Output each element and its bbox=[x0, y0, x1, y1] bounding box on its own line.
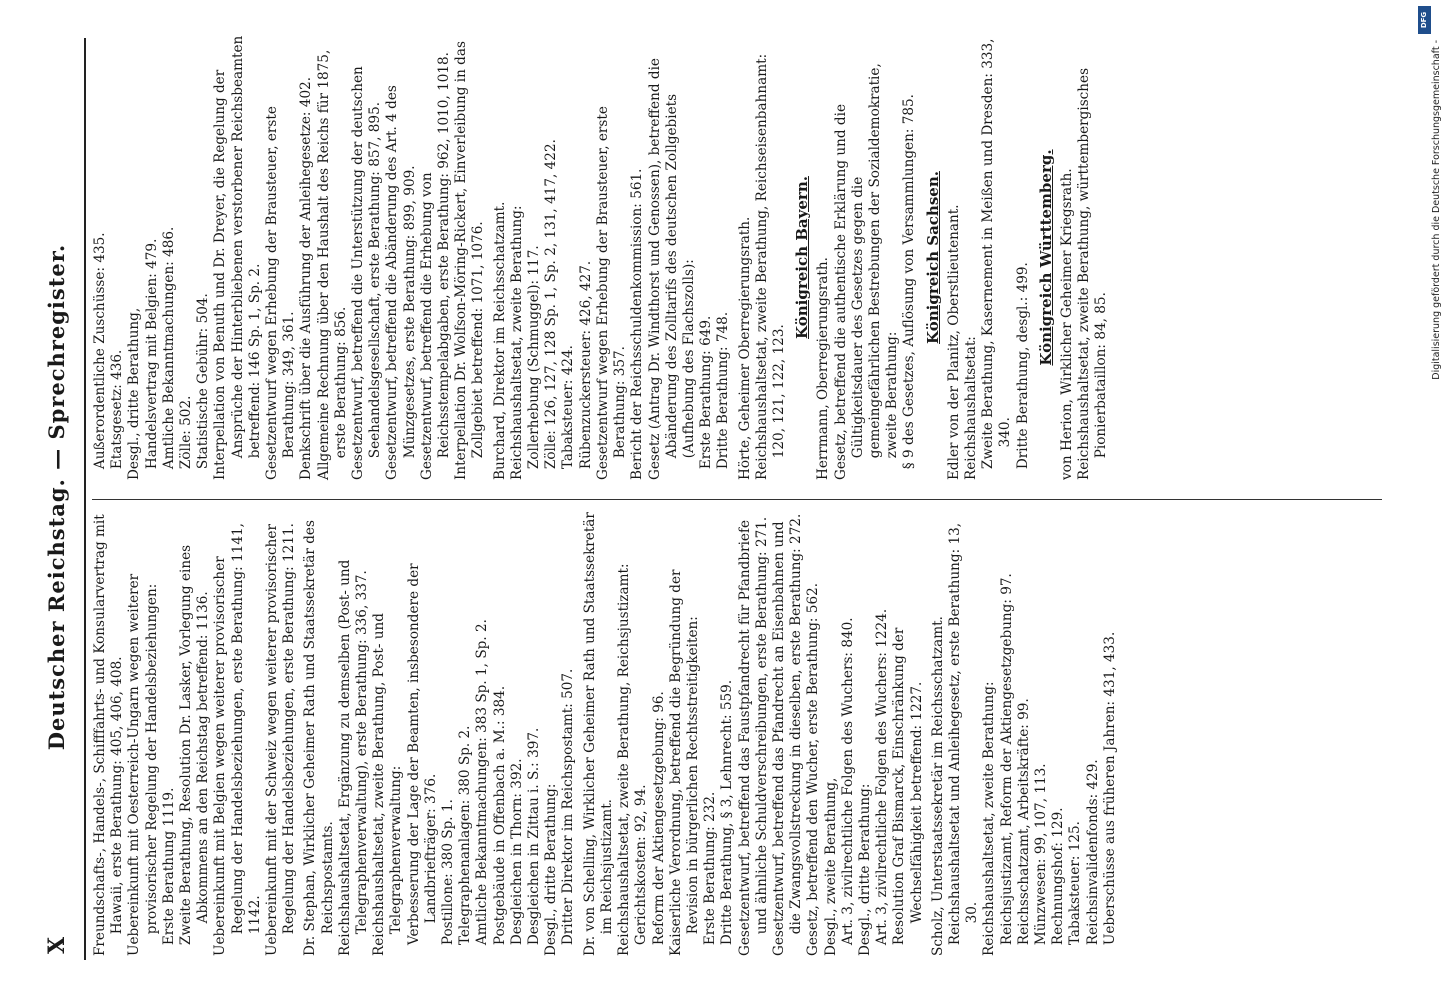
dfg-logo-text: DFG bbox=[1420, 11, 1428, 29]
register-entry: Desgl., dritte Berathung: bbox=[543, 783, 560, 956]
register-entry: Uebereinkunft mit der Schweiz wegen weiterer provisorischer Regelung der Handelsbeziehungen, erste Berathung: 1211. bbox=[264, 523, 298, 956]
register-entry: Zollerhebung (Schmuggel): 117. bbox=[526, 245, 543, 470]
page-header bbox=[36, 40, 76, 954]
register-entry: Reichshaushaltsetat, zweite Berathung, württembergisches Pionierbataillon: 84, 85. bbox=[1076, 67, 1110, 480]
register-entry: Art. 3, zivilrechtliche Folgen des Wuchers: 840. bbox=[839, 617, 856, 946]
register-entry: Zölle: 502. bbox=[178, 395, 195, 470]
register-entry: Dr. von Schelling, Wirklicher Geheimer Rath und Staatssekretär im Reichsjustizamt. bbox=[581, 512, 615, 956]
register-entry: Zölle: 126, 127, 128 Sp. 1, Sp. 2, 131, 417, 422. bbox=[543, 139, 560, 470]
register-entry: Reichshaushaltsetat und Anleihegesetz, erste Berathung: 13, 30. bbox=[946, 522, 981, 946]
register-entry: Zweite Berathung, Resolution Dr. Lasker, Vorlegung eines Abkommens an den Reichstag betreffend: 1136. bbox=[178, 544, 212, 946]
register-entry: Tabaksteuer: 424. bbox=[560, 345, 577, 470]
register-entry: Gesetzentwurf wegen Erhebung der Brausteuer, erste Berathung: 357. bbox=[594, 106, 629, 480]
register-entry: Rechnungshof: 129. bbox=[1050, 807, 1067, 946]
register-entry: Gesetzentwurf, betreffend die Abänderung des Art. 4 des Münzgesetzes, erste Berathung: 899, 909. bbox=[384, 85, 418, 480]
register-entry: Amtliche Bekanntmachungen: 486. bbox=[160, 226, 177, 470]
register-entry: Etatsgesetz: 436. bbox=[109, 349, 126, 470]
register-entry: Reichshaushaltsetat, zweite Berathung: bbox=[508, 205, 525, 480]
register-entry: Reichshaushaltsetat, zweite Berathung, Post- und Telegraphenverwaltung: bbox=[371, 613, 405, 956]
register-entry: Reichsschatzamt, Arbeitskräfte: 99. bbox=[1015, 698, 1032, 946]
register-entry: Verbesserung der Lage der Beamten, insbesondere der Landbriefträger: 376. bbox=[405, 563, 439, 946]
register-entry: Dr. Stephan, Wirklicher Geheimer Rath und Staatssekretär des Reichspostamts. bbox=[302, 520, 336, 956]
register-entry: Interpellation Dr. Wolfson-Möring-Rickert, Einverleibung in das Zollgebiet betreffend: 1071, 1076. bbox=[453, 41, 487, 480]
register-entry: Denkschrift über die Ausführung der Anleihegesetze: 402. bbox=[298, 76, 315, 480]
register-entry: Handelsvertrag mit Belgien: 479. bbox=[143, 238, 160, 470]
register-entry: Reichshaushaltsetat, zweite Berathung: bbox=[981, 681, 998, 956]
register-entry: Scholz, Unterstaatssekretär im Reichsschatzamt. bbox=[929, 616, 946, 956]
register-entry: Erste Berathung: 232. bbox=[702, 791, 719, 946]
register-entry: Reichsjustizamt, Reform der Aktiengesetzgebung: 97. bbox=[998, 573, 1015, 946]
register-entry: Zweite Berathung, Kasernement in Meißen und Dresden: 333, 340. bbox=[980, 38, 1014, 470]
register-entry: Amtliche Bekanntmachungen: 383 Sp. 1, Sp. 2. bbox=[474, 619, 491, 946]
register-entry: Gesetzentwurf, betreffend die Erhebung von Reichsstempelabgaben, erste Berathung: 962, 1010, 1018. bbox=[418, 51, 453, 480]
register-entry: Hörte, Geheimer Oberregierungsrath. bbox=[736, 216, 753, 480]
register-entry: Reichshaushaltsetat, zweite Berathung, Reichseisenbahnamt: 120, 121, 122, 123. bbox=[753, 53, 787, 480]
register-entry: Desgl., dritte Berathung: bbox=[856, 783, 873, 956]
register-entry: Herrmann, Oberregierungsrath. bbox=[815, 257, 832, 480]
register-entry: Statistische Gebühr: 504. bbox=[195, 293, 212, 470]
register-entry: Reichsinvalidenfonds: 429. bbox=[1084, 759, 1101, 946]
register-entry: Uebereinkunft mit Oesterreich-Ungarn wegen weiterer provisorischer Regelung der Handelsbeziehungen: bbox=[126, 573, 160, 956]
section-heading: Königreich Bayern. bbox=[793, 176, 812, 339]
register-entry: Münzwesen: 99, 107, 113. bbox=[1032, 763, 1049, 946]
register-entry: Interpellation von Benuth und Dr. Dreyer, die Regelung der Ansprüche der Hinterbliebenen verstorbener Reichsbeamten betreffend: 146 Sp. 1, Sp. 2. bbox=[212, 35, 263, 480]
register-entry: Postillone: 380 Sp. 1. bbox=[440, 799, 457, 946]
dfg-logo bbox=[1418, 6, 1431, 34]
register-entry: Dritte Berathung, desgl.: 499. bbox=[1014, 262, 1031, 470]
register-entry: Gesetzentwurf, betreffend die Unterstützung der deutschen Seehandelsgesellschaft, erste Berathung: 857, 895. bbox=[350, 66, 384, 480]
register-entry: Tabaksteuer: 125. bbox=[1067, 821, 1084, 946]
register-entry: Dritter Direktor im Reichspostamt: 507. bbox=[560, 668, 577, 946]
header-rule bbox=[84, 38, 86, 960]
register-entry: Freundschafts-, Handels-, Schifffahrts- und Konsularvertrag mit Hawaii, erste Berathung: 405, 406, 408. bbox=[92, 514, 126, 956]
register-entry: Gesetzentwurf, betreffend das Faustpfandrecht für Pfandbriefe und ähnliche Schuldverschreibungen, erste Berathung: 271. bbox=[736, 516, 770, 956]
register-entry: Dritte Berathung, § 3, Lehnrecht: 559. bbox=[719, 679, 736, 946]
register-entry: Reichshaushaltsetat, Ergänzung zu demselben (Post- und Telegraphenverwaltung), erste Berathung: 336, 337. bbox=[336, 559, 371, 956]
register-entry: Postgebäude in Offenbach a. M.: 384. bbox=[491, 685, 508, 946]
register-entry: Gesetz, betreffend den Wucher, erste Berathung: 562. bbox=[805, 582, 822, 956]
register-entry: Gesetzentwurf wegen Erhebung der Brausteuer, erste Berathung: 349, 361. bbox=[264, 106, 298, 480]
register-entry: Erste Berathung 1119. bbox=[160, 787, 177, 946]
column-divider bbox=[92, 499, 1382, 500]
register-entry: Allgemeine Rechnung über den Haushalt des Reichs für 1875, erste Berathung: 856. bbox=[315, 49, 349, 480]
section-heading: Königreich Sachsen. bbox=[923, 171, 942, 344]
register-entry: § 9 des Gesetzes, Auflösung von Versammlungen: 785. bbox=[901, 94, 918, 470]
register-entry: Bericht der Reichsschuldenkommission: 561. bbox=[629, 168, 646, 480]
register-entry: Desgl., zweite Berathung, bbox=[822, 777, 839, 956]
page-number: X bbox=[44, 936, 70, 954]
running-title: Deutscher Reichstag. — Sprechregister. bbox=[44, 243, 69, 751]
digitization-note-text: Digitalisierung gefördert durch die Deutsche Forschungsgemeinschaft - bbox=[1431, 40, 1442, 380]
register-entry: Reform der Aktiengesetzgebung: 96. bbox=[650, 691, 667, 946]
register-entry: Erste Berathung: 649. bbox=[698, 315, 715, 470]
left-column bbox=[92, 511, 1119, 956]
register-entry: Art. 3, zivilrechtliche Folgen des Wuchers: 1224. bbox=[874, 608, 891, 946]
register-entry: Gesetz (Antrag Dr. Windthorst und Genossen), betreffend die Abänderung des Zolltarifs des deutschen Zollgebiets (Aufhebung des Flachszolls): bbox=[646, 58, 697, 480]
register-entry: Desgleichen in Zittau i. S.: 397. bbox=[526, 727, 543, 946]
scanned-page bbox=[18, 20, 1398, 980]
right-column bbox=[92, 35, 1111, 480]
register-entry: Edler von der Planitz, Oberstlieutenant. bbox=[945, 204, 962, 480]
digitization-note bbox=[1419, 40, 1442, 940]
register-entry: Ueberschüsse aus früheren Jahren: 431, 433. bbox=[1101, 631, 1118, 946]
register-entry: Außerordentliche Zuschüsse: 435. bbox=[92, 232, 108, 470]
register-entry: Telegraphenanlagen: 380 Sp. 2. bbox=[457, 725, 474, 946]
register-entry: Reichshaushaltsetat, zweite Berathung, Reichsjustizamt: bbox=[616, 563, 633, 956]
register-entry: Gesetz, betreffend die authentische Erklärung und die Gültigkeitsdauer des Gesetzes gegen die gemeingefährlichen Bestrebungen der Sozialdemokratie, zweite Berathung: bbox=[832, 63, 901, 480]
register-entry: Rübenzuckersteuer: 426, 427. bbox=[577, 260, 594, 470]
register-entry: Dritte Berathung: 748. bbox=[715, 311, 732, 470]
section-heading: Königreich Württemberg. bbox=[1036, 149, 1055, 366]
register-entry: Reichshaushaltsetat: bbox=[962, 336, 979, 480]
register-entry: Gerichtskosten: 92, 94. bbox=[633, 784, 650, 946]
register-entry: Resolution Graf Bismarck, Einschränkung der Wechselfähigkeit betreffend: 1227. bbox=[891, 627, 925, 946]
register-entry: Desgleichen in Thorn: 392. bbox=[508, 758, 525, 946]
register-entry: Uebereinkunft mit Belgien wegen weiterer provisorischer Regelung der Handelsbeziehungen, erste Berathung: 1141, 1142. bbox=[212, 523, 263, 956]
register-entry: Gesetzentwurf, betreffend das Pfandrecht an Eisenbahnen und die Zwangsvollstreckung in dieselben, erste Berathung: 272. bbox=[770, 513, 805, 956]
register-entry: Kaiserliche Verordnung, betreffend die Begründung der Revision in bürgerlichen Rechtsstreitigkeiten: bbox=[667, 569, 701, 956]
register-entry: Burchard, Direktor im Reichsschatzamt. bbox=[491, 201, 508, 480]
register-entry: von Herion, Wirklicher Geheimer Kriegsrath. bbox=[1058, 168, 1075, 480]
register-entry: Desgl., dritte Berathung, bbox=[126, 307, 143, 480]
